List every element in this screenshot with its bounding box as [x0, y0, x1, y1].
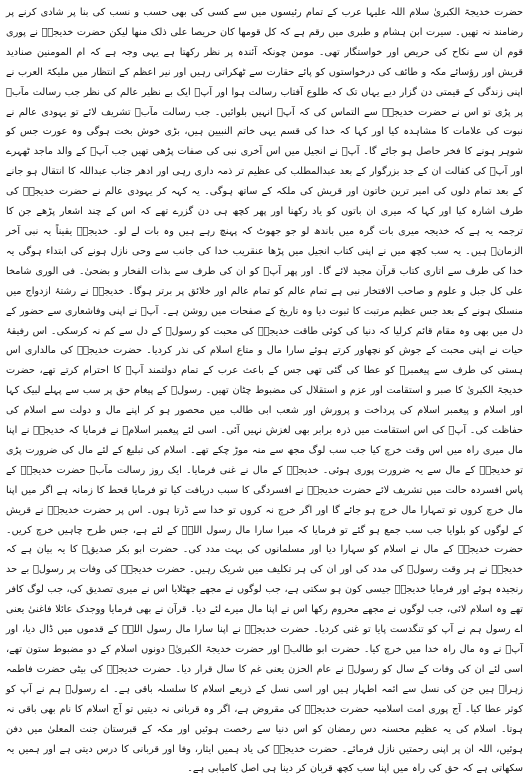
- article-body: [6, 3, 523, 779]
- article-paragraph: حضرت خدیجۃ الکبریٰ سلام اللہ علیہا عرب کے تمام رئیسوں میں سے کسی کی بھی حسب و نسب کی بنا پر شادی کرنے پر رضامند نہ تھیں۔ سیرت ابن ہشام و طبری میں رقم ہے کہ کل قومها کان حریصا علی ذلک منها لیکن حضرت خدیجہؑ نے پوری قوم ان سے نکاح کی حریص اور خواستگار تھی۔ مومن چونکہ آئندہ پر نظر رکھتا ہے یہی وجہ ہے کہ ام المومنین صنادید قریش اور رؤسائے مکہ و طائف کی درخواستوں کو پائے حقارت سے ٹھکراتی رہیں اور نیر اعظم کے انتظار میں ملیکۃ العرب نے اپنی زندگی کے قیمتی دن گزار دیے یہاں تک کہ طلوع آفتاب رسالت ہوا اور آپؑ ایک بے نظیر عالم کی نظر جب رسالت مآبؐ پر پڑی تو اس نے حضرت خدیجہؑ سے التماس کی کہ آپؐ انہیں بلوائیں۔ جب رسالت مآبؐ تشریف لائے تو یہودی عالم نے نبوت کی علامات کا مشاہدہ کیا اور کہا کہ خدا کی قسم یہی خاتم النبیین ہیں، بڑی خوش بخت ہوگی وہ عورت جس کو شوہر ہونے کا فخر حاصل ہو جائے گا۔ آپؑ نے انجیل میں اس آخری نبی کی صفات پڑھی تھیں جب آپؐ کے والد ماجد ٹھہرے اور آپؐ کی کفالت ان کے جد بزرگوار کے بعد عبدالمطلب کی عظیم تر ذمہ داری رہی اور ادھر جناب عبداللہ کا انتقال ہو جانے کے بعد تمام دلوں کی امیر ترین خاتون اور قریش کی ملکہ کے ساتھ ہوگی۔ یہ کہہ کر یہودی عالم نے حضرت خدیجہؑ کی طرف اشارہ کیا اور کہا کہ میری ان باتوں کو یاد رکھنا اور پھر کچھ ہی دن گزرے تھے کہ اس کے چند اشعار پڑھے جن کا ترجمہ یہ ہے کہ خدیجہ میری بات گرہ میں باندھ لو جو جھوٹ کہ پہنچ رہے ہیں وہ بات لے لو۔ خدیجہؑ یقیناً یہ نبی آخر الزمانؐ ہیں۔ یہ سب کچھ میں نے اپنی کتاب انجیل میں پڑھا عنقریب خدا کی جانب سے وحی نازل ہونے کی ابتداء ہوگی یہ خدا کی طرف سے اتاری کتاب قرآن مجید لائے گا۔ اور پھر آپؑ کو ان کی طرف سے بذات الفخار و بضحیٰ۔ فی الوری شامخا علی کل جبل و علوم و صاحب الافتخار نبی ہے تمام عالم کو تمام عالم اور خلائق پر برتر ہوگا۔ خدیجہؑ نے رشتۂ ازدواج میں منسلک ہونے کے بعد جس عظیم مرتبت کا ثبوت دیا وہ تاریخ کے صفحات میں روشن ہے۔ آپؑ نے اپنی وفاشعاری سے حضور کے دل میں بھی وہ مقام قائم کرلیا کہ دنیا کی کوئی طاقت خدیجہؑ کی محبت کو رسولؐ کے دل سے کم نہ کرسکی۔ اس رفیقۂ حیات نے اپنی محبت کے جوش کو نچھاور کرتے ہوئے سارا مال و متاع اسلام کی نذر کردیا۔ حضرت خدیجہؑ کی مالداری اس ہستی کی طرف سے پیغمبرؐ کو عطا کی گئی تھی جس کے باعث عرب کے تمام دولتمند آپؐ کا احترام کرتے تھے، حضرت خدیجۃ الکبریٰ کا صبر و استقامت اور عزم و استقلال کی مضبوط چٹان تھیں۔ رسولؐ کے پیغام حق پر سب سے پہلے لبیک کہا اور اسلام و پیغمبر اسلام کی پرداخت و پرورش اور شعب ابی طالب میں محصور ہو کر اپنے مال و دولت سے اسلام کی حفاظت کی۔ آپؑ کی اس استقامت میں ذرہ برابر بھی لغزش نہیں آئی۔ اسی لئے پیغمبر اسلامؐ نے فرمایا کہ خدیجہؑ نے اپنا مال میری راہ میں اس وقت خرچ کیا جب سب لوگ مجھ سے منہ موڑ چکے تھے۔ اسلام کی تبلیغ کے لئے مال کی ضرورت پڑی تو خدیجہؑ کے مال سے یہ ضرورت پوری ہوئی۔ خدیجہؑ کے مال نے غنی فرمایا۔ ایک روز رسالت مآبؐ حضرت خدیجہؑ کے پاس افسردہ حالت میں تشریف لائے حضرت خدیجہؑ نے افسردگی کا سبب دریافت کیا تو فرمایا قحط کا زمانہ ہے اگر میں اپنا مال خرچ کروں تو تمہارا مال خرچ ہو جائے گا اور اگر خرچ نہ کروں تو خدا سے ڈرتا ہوں۔ اس پر حضرت خدیجہؑ نے قریش کے لوگوں کو بلوایا جب سب جمع ہو گئے تو فرمایا کہ میرا سارا مال رسول اللہؐ کے لئے ہے، جس طرح چاہیں خرچ کریں۔ حضرت خدیجہؑ کے مال نے اسلام کو سہارا دیا اور مسلمانوں کی بہت مدد کی۔ حضرت ابو بکر صدیقؓ کا یہ بیان ہے کہ خدیجہؑ نے ہر وقت رسولؐ کی مدد کی اور ان کی ہر تکلیف میں شریک رہیں۔ حضرت خدیجہؑ کی وفات پر رسولؐ بے حد رنجیدہ ہوئے اور فرمایا خدیجہؑ جیسی کون ہو سکتی ہے، جب لوگوں نے مجھے جھٹلایا اس نے میری تصدیق کی، جب لوگ کافر تھے وہ اسلام لائی، جب لوگوں نے مجھے محروم رکھا اس نے اپنا مال میرے لئے دیا۔ قرآن نے بھی فرمایا ووجدک عائلا فاغنیٰ یعنی اے رسول ہم نے آپ کو تنگدست پایا تو غنی کردیا۔ حضرت خدیجہؑ نے اپنا سارا مال رسول اللہؐ کے قدموں میں ڈال دیا، اور آپؐ نے وہ مال راہ خدا میں خرچ کیا۔ حضرت ابو طالبؑ اور حضرت خدیجۃ الکبریٰؑ دونوں اسلام کے دو مضبوط ستون تھے، اسی لئے ان کی وفات کے سال کو رسولؐ نے عام الحزن یعنی غم کا سال قرار دیا۔ حضرت خدیجہؑ کی بیٹی حضرت فاطمہ زہراؑ ہیں جن کی نسل سے ائمہ اطہار ہیں اور اسی نسل کے ذریعے اسلام کا سلسلہ باقی ہے۔ اے رسولؐ ہم نے آپ کو کوثر عطا کیا۔ آج پوری امت اسلامیہ حضرت خدیجہؑ کی مقروض ہے، اگر وہ قربانی نہ دیتیں تو آج اسلام کا نام بھی باقی نہ ہوتا۔ اسلام کی یہ عظیم محسنہ دس رمضان کو اس دنیا سے رخصت ہوئیں اور مکہ کے قبرستان جنت المعلیٰ میں دفن ہوئیں، اللہ ان پر اپنی رحمتیں نازل فرمائے۔ حضرت خدیجہؑ کی یاد ہمیں ایثار، وفا اور قربانی کا درس دیتی ہے اور ہمیں یہ سکھاتی ہے کہ حق کی راہ میں اپنا سب کچھ قربان کر دینا ہی اصل کامیابی ہے۔: [6, 7, 523, 775]
